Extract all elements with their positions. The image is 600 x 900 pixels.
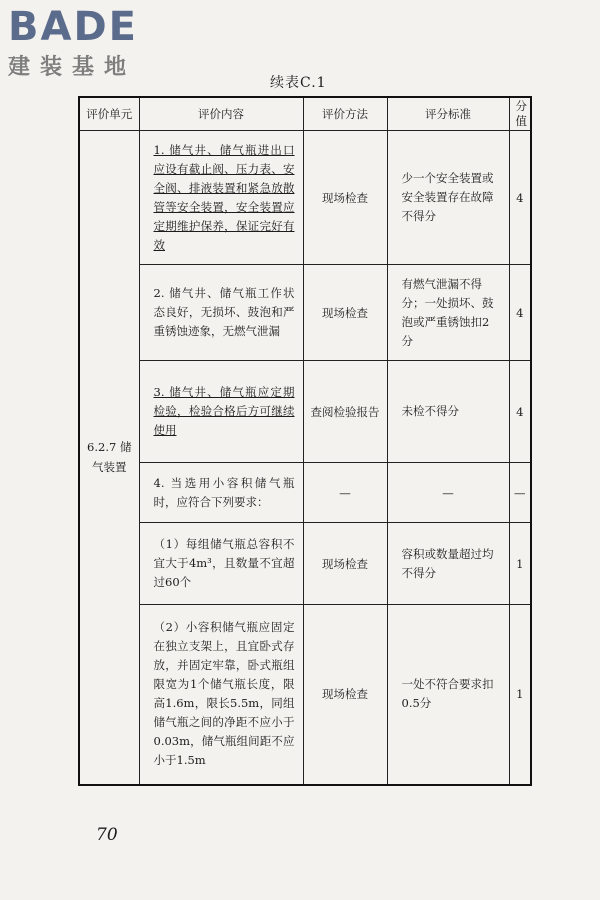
header-unit: 评价单元 bbox=[79, 97, 139, 131]
logo-subtitle: 建装基地 bbox=[8, 55, 137, 80]
content-cell: 2. 储气井、储气瓶工作状态良好，无损坏、鼓泡和严重锈蚀迹象，无燃气泄漏 bbox=[139, 265, 303, 361]
content-cell: （2）小容积储气瓶应固定在独立支架上，且宜卧式存放，并固定牢靠，卧式瓶组限宽为1个储气瓶长度，限高1.6m，限长5.5m，同组储气瓶之间的净距不应小于0.03m，储气瓶组间距不应小于1.5m bbox=[139, 605, 303, 785]
page-number: 70 bbox=[96, 825, 118, 845]
standard-cell: 有燃气泄漏不得分；一处损坏、鼓泡或严重锈蚀扣2分 bbox=[387, 265, 509, 361]
table-caption: 续表C.1 bbox=[270, 75, 327, 91]
standard-cell: 未检不得分 bbox=[387, 361, 509, 463]
standard-cell: — bbox=[387, 463, 509, 523]
content-cell: 1. 储气井、储气瓶进出口应设有截止阀、压力表、安全阀、排液装置和紧急放散管等安全装置，安全装置应定期维护保养，保证完好有效 bbox=[139, 131, 303, 265]
header-method: 评价方法 bbox=[303, 97, 387, 131]
unit-cell: 6.2.7 储气装置 bbox=[79, 131, 139, 785]
score-cell: — bbox=[509, 463, 531, 523]
table-row bbox=[79, 605, 531, 785]
method-cell: 现场检查 bbox=[303, 523, 387, 605]
score-cell: 1 bbox=[509, 523, 531, 605]
score-cell: 4 bbox=[509, 131, 531, 265]
method-cell: — bbox=[303, 463, 387, 523]
standard-cell: 少一个安全装置或安全装置存在故障不得分 bbox=[387, 131, 509, 265]
table-row bbox=[79, 131, 531, 265]
score-cell: 4 bbox=[509, 265, 531, 361]
method-cell: 现场检查 bbox=[303, 131, 387, 265]
table-row bbox=[79, 463, 531, 523]
score-cell: 1 bbox=[509, 605, 531, 785]
method-cell: 查阅检验报告 bbox=[303, 361, 387, 463]
standard-cell: 容积或数量超过均不得分 bbox=[387, 523, 509, 605]
standard-cell: 一处不符合要求扣0.5分 bbox=[387, 605, 509, 785]
method-cell: 现场检查 bbox=[303, 265, 387, 361]
score-cell: 4 bbox=[509, 361, 531, 463]
logo bbox=[8, 6, 178, 81]
content-cell: （1）每组储气瓶总容积不宜大于4m³，且数量不宜超过60个 bbox=[139, 523, 303, 605]
table-row bbox=[79, 265, 531, 361]
header-score: 分值 bbox=[509, 97, 531, 131]
header-standard: 评分标准 bbox=[387, 97, 509, 131]
content-cell: 3. 储气井、储气瓶应定期检验，检验合格后方可继续使用 bbox=[139, 361, 303, 463]
evaluation-table bbox=[78, 96, 532, 786]
logo-wordmark: BADE bbox=[8, 4, 138, 50]
header-row bbox=[79, 97, 531, 131]
method-cell: 现场检查 bbox=[303, 605, 387, 785]
content-cell: 4. 当选用小容积储气瓶时，应符合下列要求： bbox=[139, 463, 303, 523]
header-content: 评价内容 bbox=[139, 97, 303, 131]
table-row bbox=[79, 361, 531, 463]
table-row bbox=[79, 523, 531, 605]
